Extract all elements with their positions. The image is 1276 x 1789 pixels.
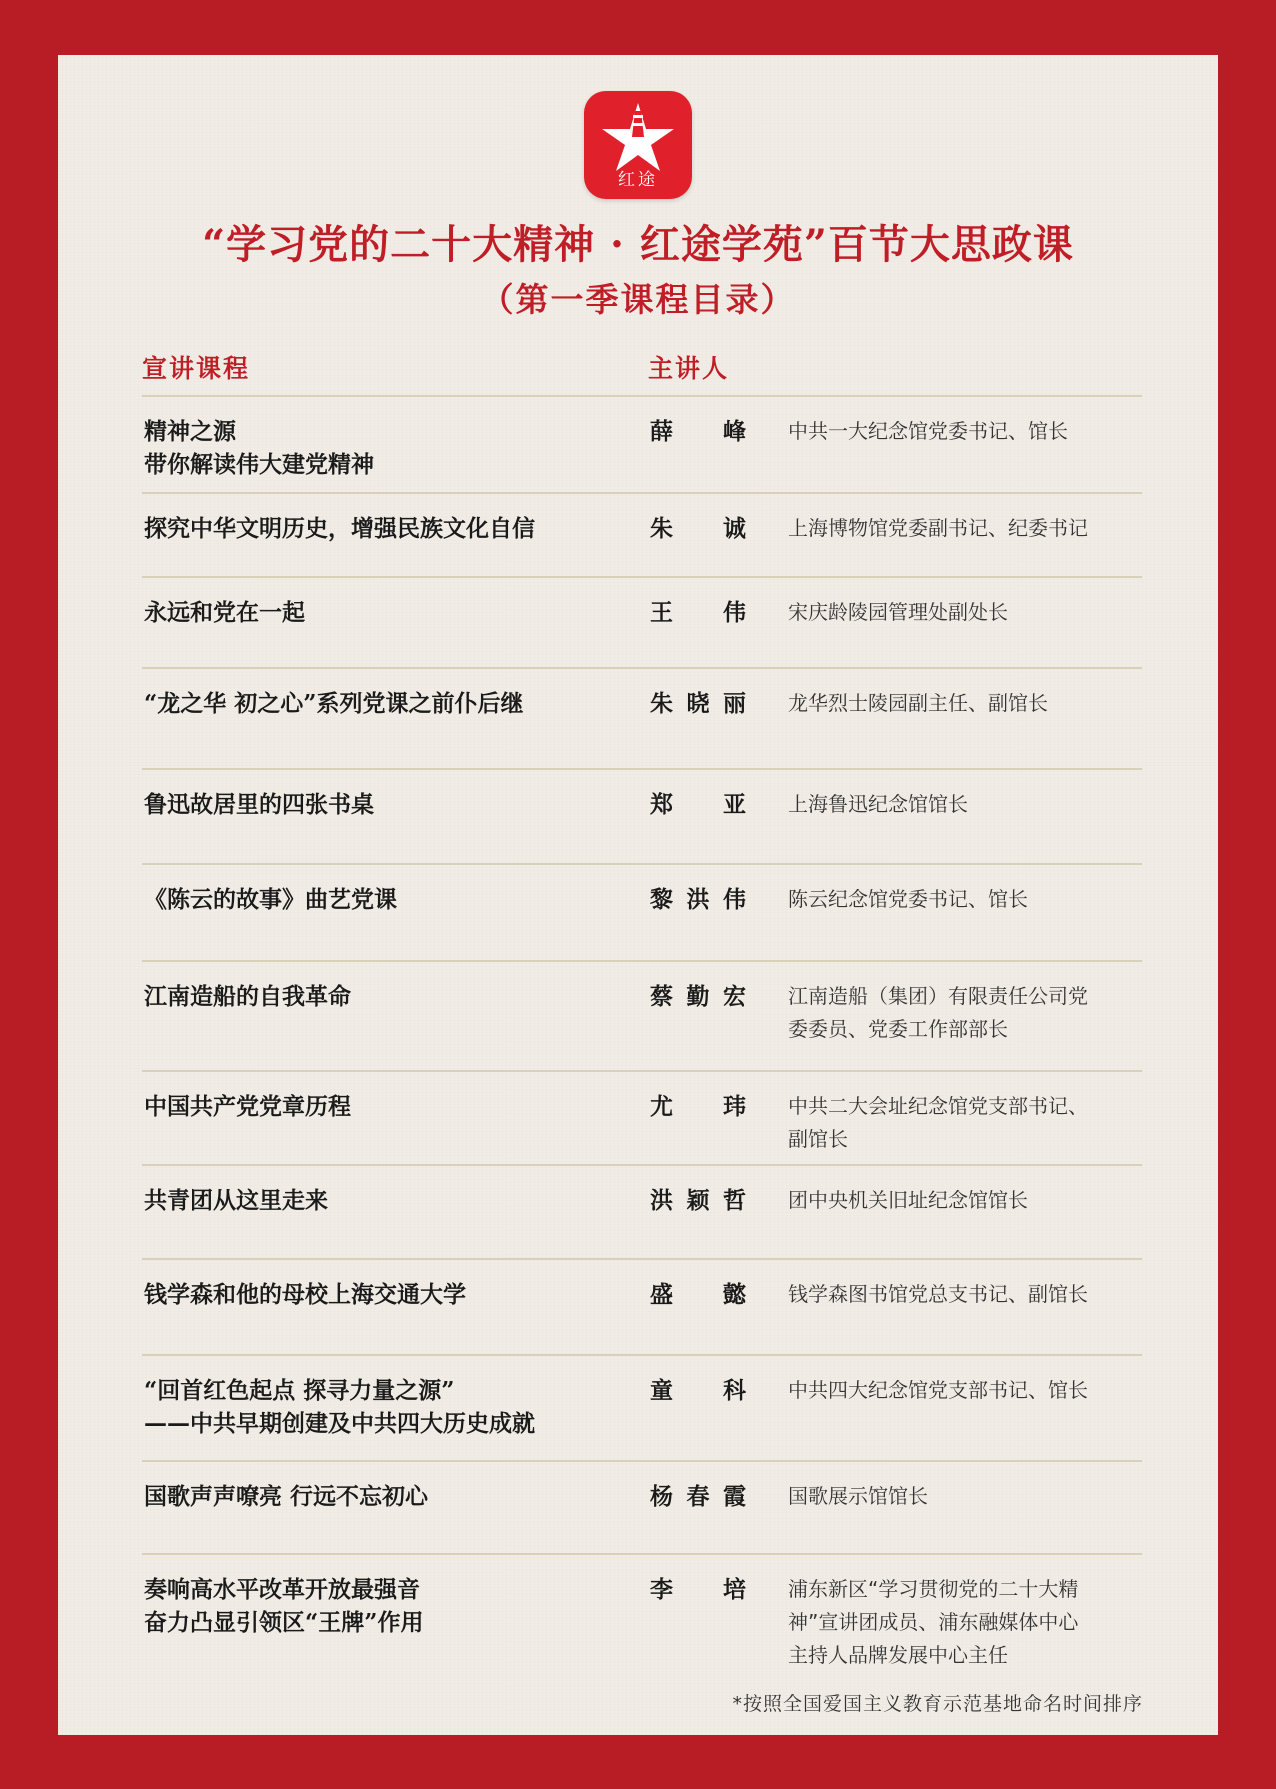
course-title: 中国共产党党章历程: [144, 1093, 351, 1120]
course-title: 《陈云的故事》曲艺党课: [144, 886, 397, 913]
speaker-name: 杨春霞: [650, 1483, 746, 1510]
course-table: [142, 395, 1142, 1708]
speaker-name: 李培: [650, 1576, 746, 1603]
speaker-name: 蔡勤宏: [650, 983, 746, 1010]
speaker-name: 朱诚: [650, 515, 746, 542]
course-title: 永远和党在一起: [144, 599, 305, 626]
course-title: 江南造船的自我革命: [144, 983, 351, 1010]
course-title: “回首红色起点 探寻力量之源” ——中共早期创建及中共四大历史成就: [144, 1377, 535, 1437]
speaker-role: 上海博物馆党委副书记、纪委书记: [788, 516, 1088, 540]
table-row: [142, 1354, 1142, 1460]
speaker-name: 童科: [650, 1377, 746, 1404]
course-title: 共青团从这里走来: [144, 1187, 328, 1214]
table-row: [142, 768, 1142, 863]
speaker-name: 薛峰: [650, 418, 746, 445]
course-title: 鲁迅故居里的四张书桌: [144, 791, 374, 818]
speaker-role: 陈云纪念馆党委书记、馆长: [788, 887, 1028, 911]
table-row: [142, 863, 1142, 960]
speaker-role: 江南造船（集团）有限责任公司党 委委员、党委工作部部长: [788, 984, 1088, 1041]
course-title: 探究中华文明历史，增强民族文化自信: [144, 515, 535, 542]
table-row: [142, 1164, 1142, 1258]
course-title: 国歌声声嘹亮 行远不忘初心: [144, 1483, 429, 1510]
speaker-name: 盛懿: [650, 1281, 746, 1308]
app-logo: [584, 91, 692, 199]
speaker-role: 龙华烈士陵园副主任、副馆长: [788, 691, 1048, 715]
speaker-role: 上海鲁迅纪念馆馆长: [788, 792, 968, 816]
table-row: [142, 667, 1142, 768]
header-course: 宣讲课程: [142, 354, 251, 383]
footnote: *按照全国爱国主义教育示范基地命名时间排序: [732, 1693, 1143, 1715]
course-title: 钱学森和他的母校上海交通大学: [144, 1281, 466, 1308]
speaker-role: 国歌展示馆馆长: [788, 1484, 928, 1508]
speaker-name: 黎洪伟: [650, 886, 746, 913]
table-row: [142, 1553, 1142, 1708]
table-row: [142, 1070, 1142, 1164]
table-row: [142, 1258, 1142, 1354]
table-row: [142, 576, 1142, 667]
table-row: [142, 960, 1142, 1070]
table-row: [142, 1460, 1142, 1553]
page-title: “学习党的二十大精神 · 红途学苑”百节大思政课: [202, 221, 1074, 268]
logo-text: 红途: [618, 170, 658, 190]
course-title: 精神之源 带你解读伟大建党精神: [144, 418, 374, 478]
speaker-name: 尤玮: [650, 1093, 746, 1120]
page-subtitle: （第一季课程目录）: [480, 280, 796, 319]
speaker-name: 洪颖哲: [650, 1187, 746, 1214]
catalog-card: [58, 55, 1218, 1735]
speaker-role: 中共四大纪念馆党支部书记、馆长: [788, 1378, 1088, 1402]
speaker-role: 团中央机关旧址纪念馆馆长: [788, 1188, 1028, 1212]
course-title: “龙之华 初之心”系列党课之前仆后继: [144, 690, 524, 717]
header-speaker: 主讲人: [648, 354, 730, 383]
speaker-role: 钱学森图书馆党总支书记、副馆长: [788, 1282, 1088, 1306]
table-row: [142, 492, 1142, 576]
speaker-role: 宋庆龄陵园管理处副处长: [788, 600, 1008, 624]
speaker-role: 浦东新区“学习贯彻党的二十大精 神”宣讲团成员、浦东融媒体中心 主持人品牌发展中心主任: [788, 1577, 1079, 1667]
speaker-name: 王伟: [650, 599, 746, 626]
table-row: [142, 395, 1142, 492]
course-title: 奏响高水平改革开放最强音 奋力凸显引领区“王牌”作用: [144, 1576, 424, 1636]
speaker-name: 郑亚: [650, 791, 746, 818]
speaker-role: 中共二大会址纪念馆党支部书记、 副馆长: [788, 1094, 1088, 1151]
speaker-name: 朱晓丽: [650, 690, 746, 717]
speaker-role: 中共一大纪念馆党委书记、馆长: [788, 419, 1068, 443]
